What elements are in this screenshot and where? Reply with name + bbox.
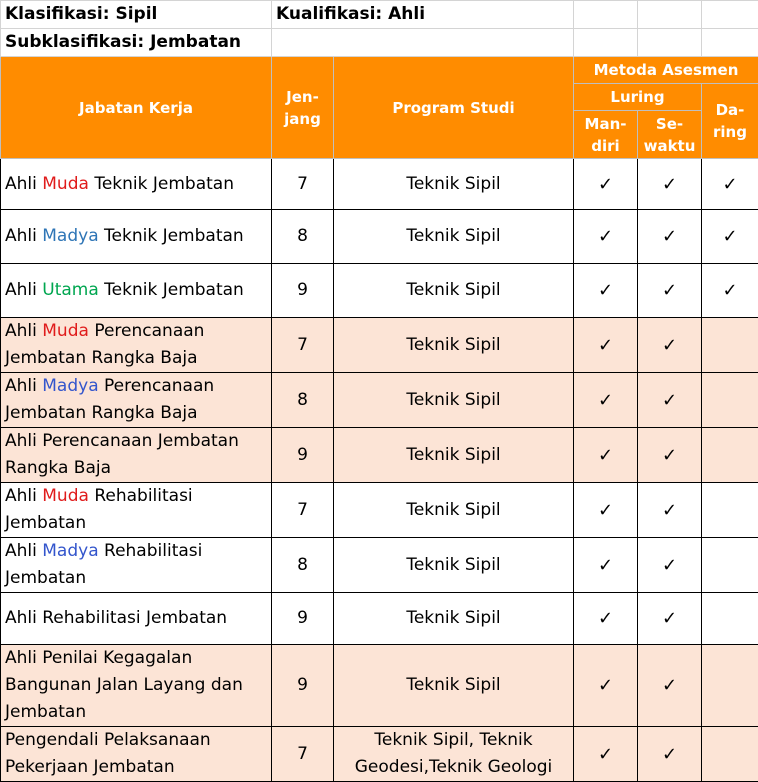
sewaktu-check: ✓ bbox=[638, 538, 702, 593]
header-mandiri: Man- diri bbox=[574, 111, 638, 159]
daring-check: ✓ bbox=[702, 264, 758, 318]
header-program-studi: Program Studi bbox=[334, 57, 574, 159]
jenjang-cell: 9 bbox=[272, 593, 334, 645]
sewaktu-check: ✓ bbox=[638, 210, 702, 264]
daring-check bbox=[702, 373, 758, 428]
jabatan-cell: Ahli Utama Teknik Jembatan bbox=[1, 264, 272, 318]
sewaktu-check: ✓ bbox=[638, 727, 702, 782]
sewaktu-check: ✓ bbox=[638, 428, 702, 483]
sewaktu-check: ✓ bbox=[638, 483, 702, 538]
daring-check bbox=[702, 538, 758, 593]
table-body bbox=[1, 159, 758, 782]
daring-check bbox=[702, 727, 758, 782]
daring-check bbox=[702, 645, 758, 727]
jenjang-cell: 9 bbox=[272, 428, 334, 483]
mandiri-check: ✓ bbox=[574, 373, 638, 428]
jabatan-cell: Ahli Madya Perencanaan Jembatan Rangka Baja bbox=[1, 373, 272, 428]
mandiri-check: ✓ bbox=[574, 264, 638, 318]
header-sewaktu: Se- waktu bbox=[638, 111, 702, 159]
table-row bbox=[1, 318, 758, 373]
header-luring: Luring bbox=[574, 84, 702, 111]
jabatan-cell: Ahli Muda Rehabilitasi Jembatan bbox=[1, 483, 272, 538]
sewaktu-check: ✓ bbox=[638, 264, 702, 318]
table-row bbox=[1, 159, 758, 210]
program-studi-cell: Teknik Sipil bbox=[334, 210, 574, 264]
jenjang-cell: 9 bbox=[272, 645, 334, 727]
jabatan-cell: Ahli Muda Perencanaan Jembatan Rangka Baja bbox=[1, 318, 272, 373]
jenjang-cell: 7 bbox=[272, 483, 334, 538]
table-header bbox=[1, 57, 758, 159]
mandiri-check: ✓ bbox=[574, 318, 638, 373]
table-row bbox=[1, 210, 758, 264]
jenjang-cell: 8 bbox=[272, 538, 334, 593]
jenjang-cell: 8 bbox=[272, 210, 334, 264]
mandiri-check: ✓ bbox=[574, 428, 638, 483]
mandiri-check: ✓ bbox=[574, 645, 638, 727]
table-row bbox=[1, 428, 758, 483]
program-studi-cell: Teknik Sipil bbox=[334, 318, 574, 373]
jabatan-cell: Ahli Muda Teknik Jembatan bbox=[1, 159, 272, 210]
klasifikasi-label: Klasifikasi: Sipil bbox=[1, 1, 272, 29]
header-daring: Da- ring bbox=[702, 84, 758, 159]
daring-check bbox=[702, 318, 758, 373]
table-row bbox=[1, 593, 758, 645]
sewaktu-check: ✓ bbox=[638, 318, 702, 373]
program-studi-cell: Teknik Sipil bbox=[334, 483, 574, 538]
program-studi-cell: Teknik Sipil bbox=[334, 538, 574, 593]
jabatan-cell: Pengendali Pelaksanaan Pekerjaan Jembatan bbox=[1, 727, 272, 782]
header-jabatan-kerja: Jabatan Kerja bbox=[1, 57, 272, 159]
daring-check bbox=[702, 483, 758, 538]
jenjang-cell: 7 bbox=[272, 318, 334, 373]
jenjang-cell: 8 bbox=[272, 373, 334, 428]
info-row-2 bbox=[1, 29, 758, 57]
table-row bbox=[1, 483, 758, 538]
sewaktu-check: ✓ bbox=[638, 159, 702, 210]
daring-check bbox=[702, 428, 758, 483]
mandiri-check: ✓ bbox=[574, 727, 638, 782]
program-studi-cell: Teknik Sipil bbox=[334, 264, 574, 318]
daring-check bbox=[702, 593, 758, 645]
table-row bbox=[1, 727, 758, 782]
table-row bbox=[1, 645, 758, 727]
subklasifikasi-label: Subklasifikasi: Jembatan bbox=[1, 29, 272, 57]
sewaktu-check: ✓ bbox=[638, 373, 702, 428]
program-studi-cell: Teknik Sipil bbox=[334, 428, 574, 483]
jabatan-cell: Ahli Rehabilitasi Jembatan bbox=[1, 593, 272, 645]
program-studi-cell: Teknik Sipil bbox=[334, 645, 574, 727]
jenjang-cell: 9 bbox=[272, 264, 334, 318]
mandiri-check: ✓ bbox=[574, 483, 638, 538]
mandiri-check: ✓ bbox=[574, 159, 638, 210]
program-studi-cell: Teknik Sipil, Teknik Geodesi,Teknik Geologi bbox=[334, 727, 574, 782]
jabatan-cell: Ahli Penilai Kegagalan Bangunan Jalan Layang dan Jembatan bbox=[1, 645, 272, 727]
program-studi-cell: Teknik Sipil bbox=[334, 159, 574, 210]
jenjang-cell: 7 bbox=[272, 159, 334, 210]
table-row bbox=[1, 538, 758, 593]
program-studi-cell: Teknik Sipil bbox=[334, 593, 574, 645]
jabatan-cell: Ahli Perencanaan Jembatan Rangka Baja bbox=[1, 428, 272, 483]
mandiri-check: ✓ bbox=[574, 210, 638, 264]
program-studi-cell: Teknik Sipil bbox=[334, 373, 574, 428]
table-row bbox=[1, 264, 758, 318]
mandiri-check: ✓ bbox=[574, 593, 638, 645]
mandiri-check: ✓ bbox=[574, 538, 638, 593]
jabatan-cell: Ahli Madya Rehabilitasi Jembatan bbox=[1, 538, 272, 593]
jenjang-cell: 7 bbox=[272, 727, 334, 782]
header-jenjang: Jen- jang bbox=[272, 57, 334, 159]
daring-check: ✓ bbox=[702, 159, 758, 210]
daring-check: ✓ bbox=[702, 210, 758, 264]
kualifikasi-label: Kualifikasi: Ahli bbox=[272, 1, 574, 29]
table-row bbox=[1, 373, 758, 428]
jabatan-cell: Ahli Madya Teknik Jembatan bbox=[1, 210, 272, 264]
info-row-1 bbox=[1, 1, 758, 29]
sewaktu-check: ✓ bbox=[638, 645, 702, 727]
sewaktu-check: ✓ bbox=[638, 593, 702, 645]
header-metoda-asesmen: Metoda Asesmen bbox=[574, 57, 758, 84]
